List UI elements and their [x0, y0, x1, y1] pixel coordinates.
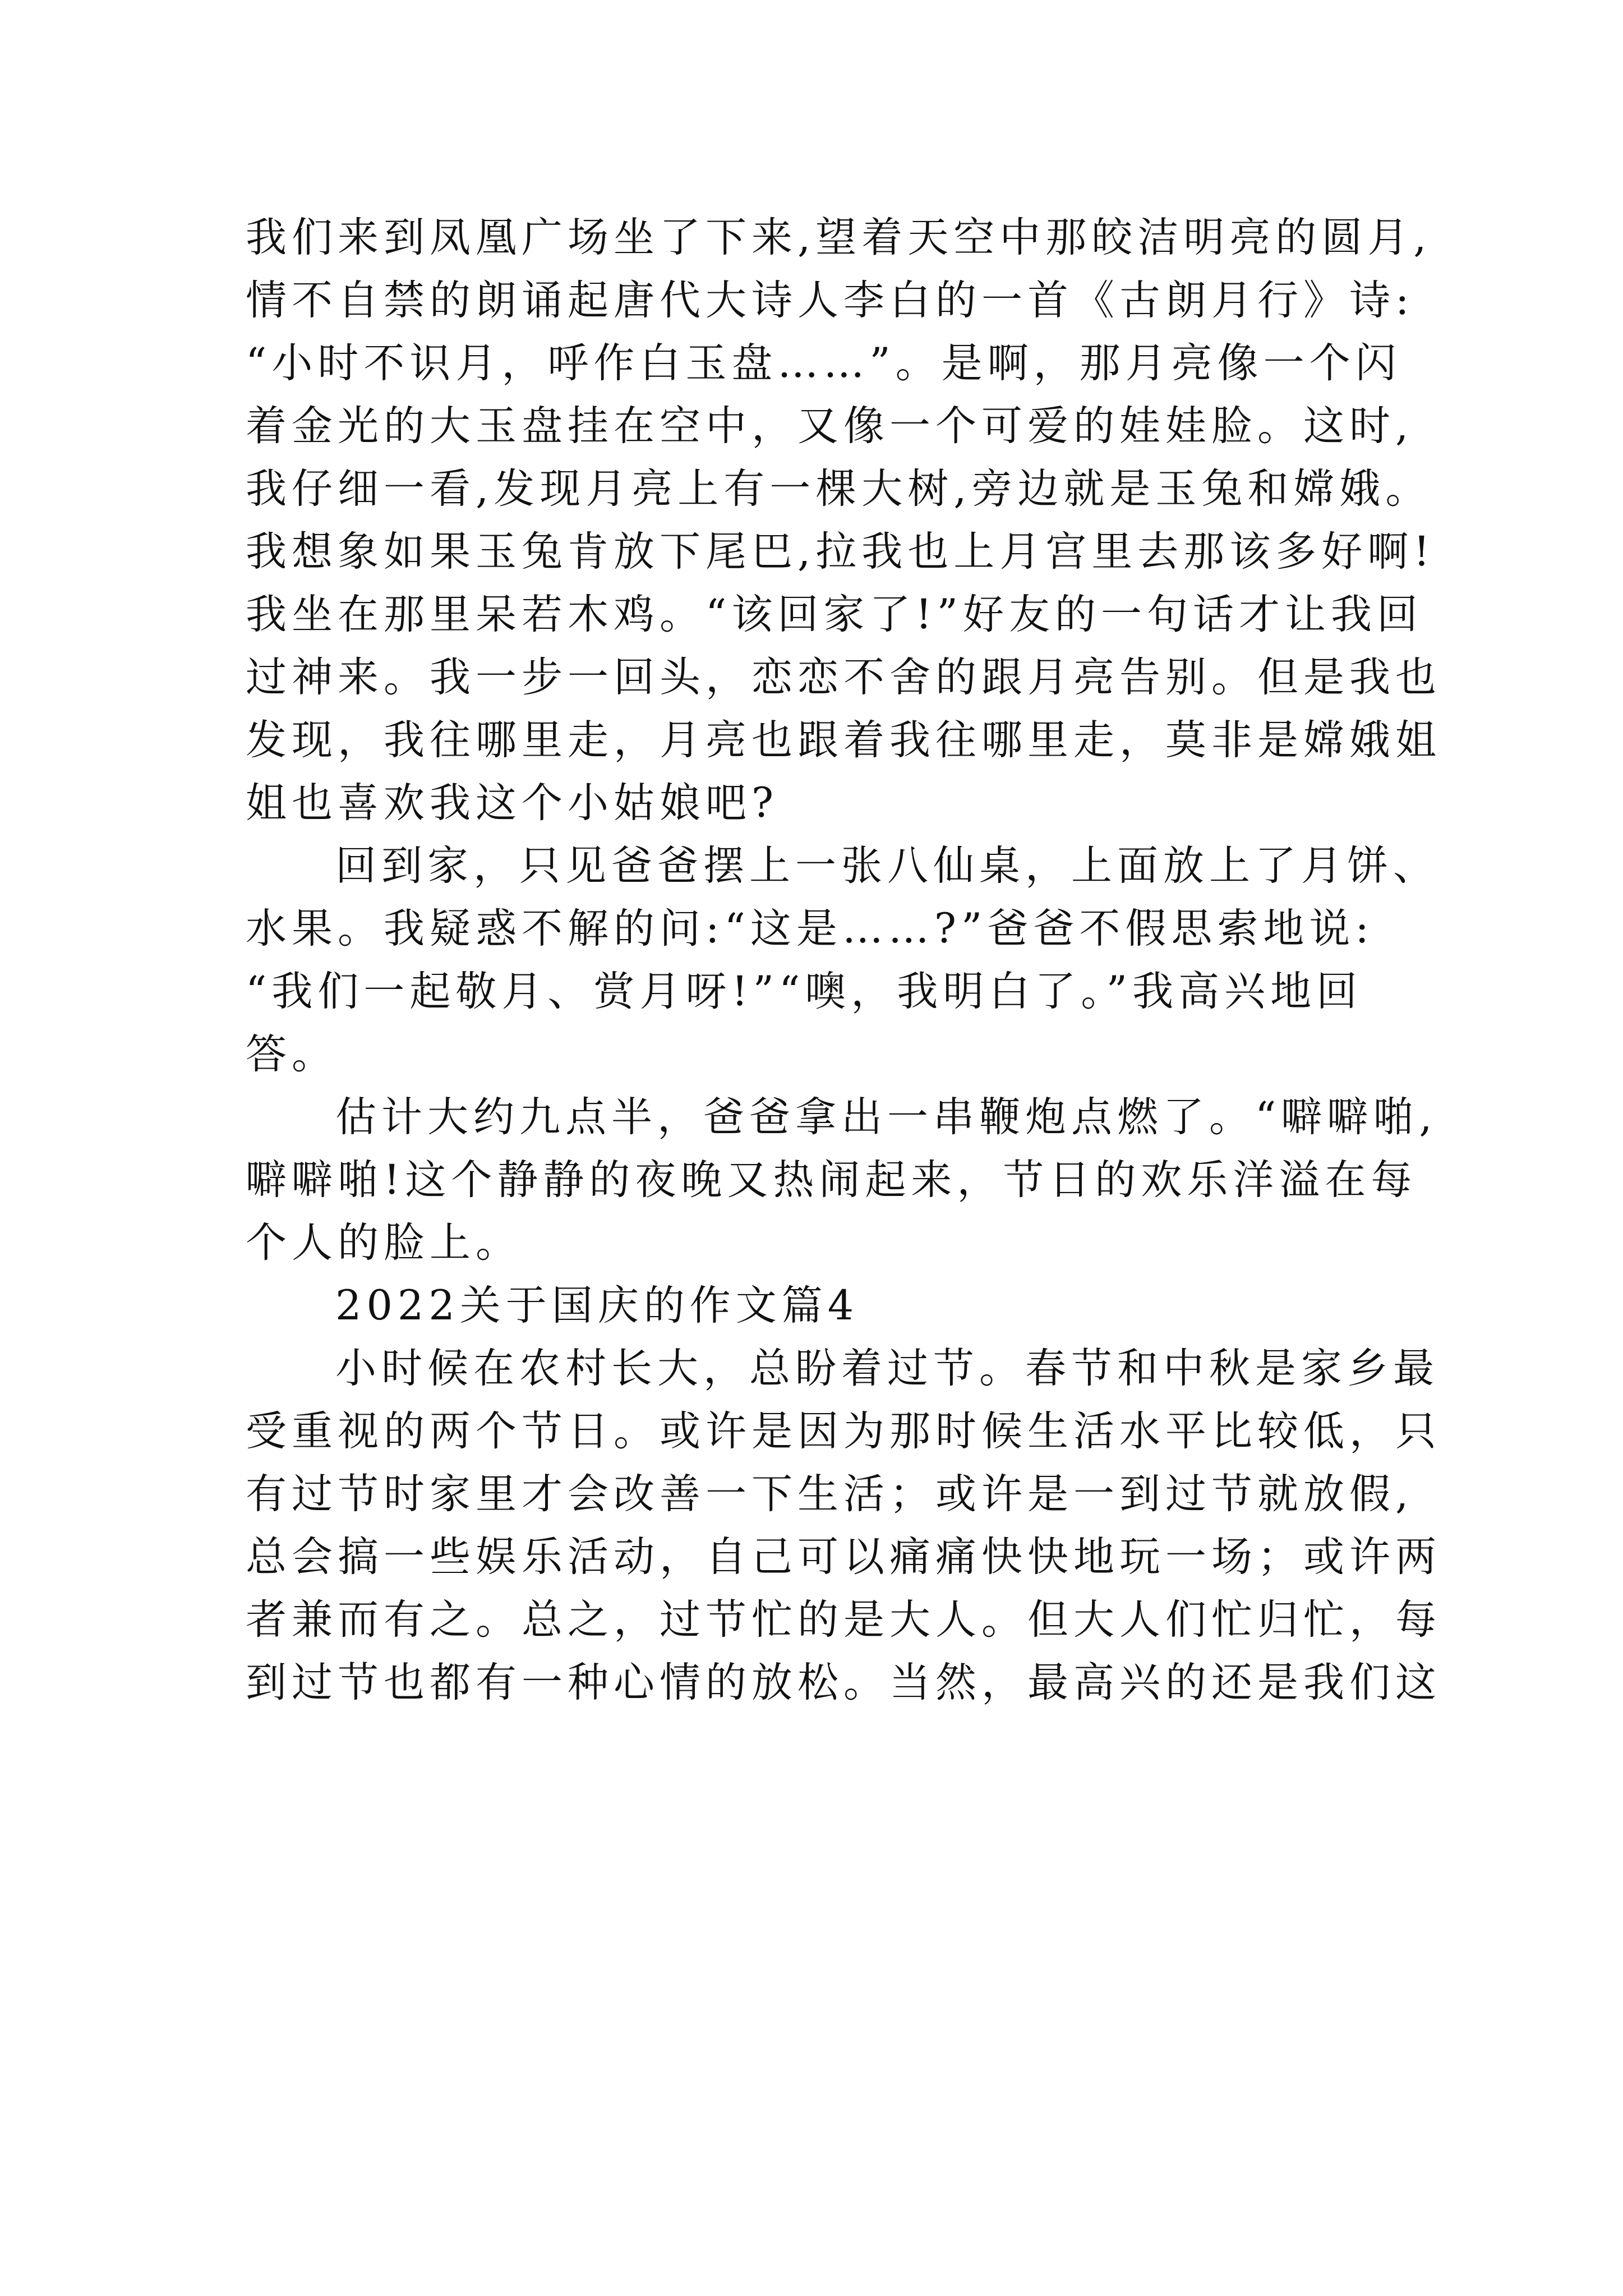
text-line: 我仔细一看,发现月亮上有一棵大树,旁边就是玉兔和嫦娥。 [246, 465, 1432, 513]
text-line: 答。 [246, 1030, 338, 1078]
text-line: 估计大约九点半，爸爸拿出一串鞭炮点燃了。“噼噼啪, [335, 1093, 1437, 1141]
text-line: 总会搞一些娱乐活动，自己可以痛痛快快地玩一场；或许两 [246, 1533, 1441, 1581]
text-line: 回到家，只见爸爸摆上一张八仙桌，上面放上了月饼、 [335, 842, 1439, 890]
text-line: 情不自禁的朗诵起唐代大诗人李白的一首《古朗月行》诗: [246, 277, 1414, 324]
text-line: “小时不识月，呼作白玉盘……”。是啊，那月亮像一个闪 [246, 339, 1401, 387]
text-line: 到过节也都有一种心情的放松。当然，最高兴的还是我们这 [246, 1659, 1441, 1706]
section-heading: 2022关于国庆的作文篇4 [335, 1282, 859, 1329]
text-line: 着金光的大玉盘挂在空中，又像一个可爱的娃娃脸。这时, [246, 402, 1414, 450]
text-line: 过神来。我一步一回头，恋恋不舍的跟月亮告别。但是我也 [246, 654, 1441, 701]
text-line: 水果。我疑惑不解的问:“这是……?”爸爸不假思索地说: [246, 905, 1374, 953]
text-line: 有过节时家里才会改善一下生活；或许是一到过节就放假, [246, 1470, 1414, 1518]
article-body [246, 206, 1441, 1714]
text-line: 噼噼啪!这个静静的夜晚又热闹起来，节日的欢乐洋溢在每 [246, 1156, 1417, 1204]
text-line: 个人的脸上。 [246, 1219, 522, 1267]
text-line: “我们一起敬月、赏月呀!”“噢，我明白了。”我高兴地回 [246, 968, 1363, 1015]
text-line: 小时候在农村长大，总盼着过节。春节和中秋是家乡最 [335, 1345, 1439, 1392]
text-line: 姐也喜欢我这个小姑娘吧? [246, 779, 779, 827]
text-line: 我坐在那里呆若木鸡。“该回家了!”好友的一句话才让我回 [246, 591, 1423, 638]
text-line: 发现，我往哪里走，月亮也跟着我往哪里走，莫非是嫦娥姐 [246, 716, 1441, 764]
text-line: 受重视的两个节日。或许是因为那时候生活水平比较低，只 [246, 1407, 1441, 1455]
text-line: 我们来到凤凰广场坐了下来,望着天空中那皎洁明亮的圆月, [246, 214, 1432, 261]
text-line: 我想象如果玉兔肯放下尾巴,拉我也上月宫里去那该多好啊! [246, 528, 1435, 576]
text-line: 者兼而有之。总之，过节忙的是大人。但大人们忙归忙，每 [246, 1596, 1441, 1644]
